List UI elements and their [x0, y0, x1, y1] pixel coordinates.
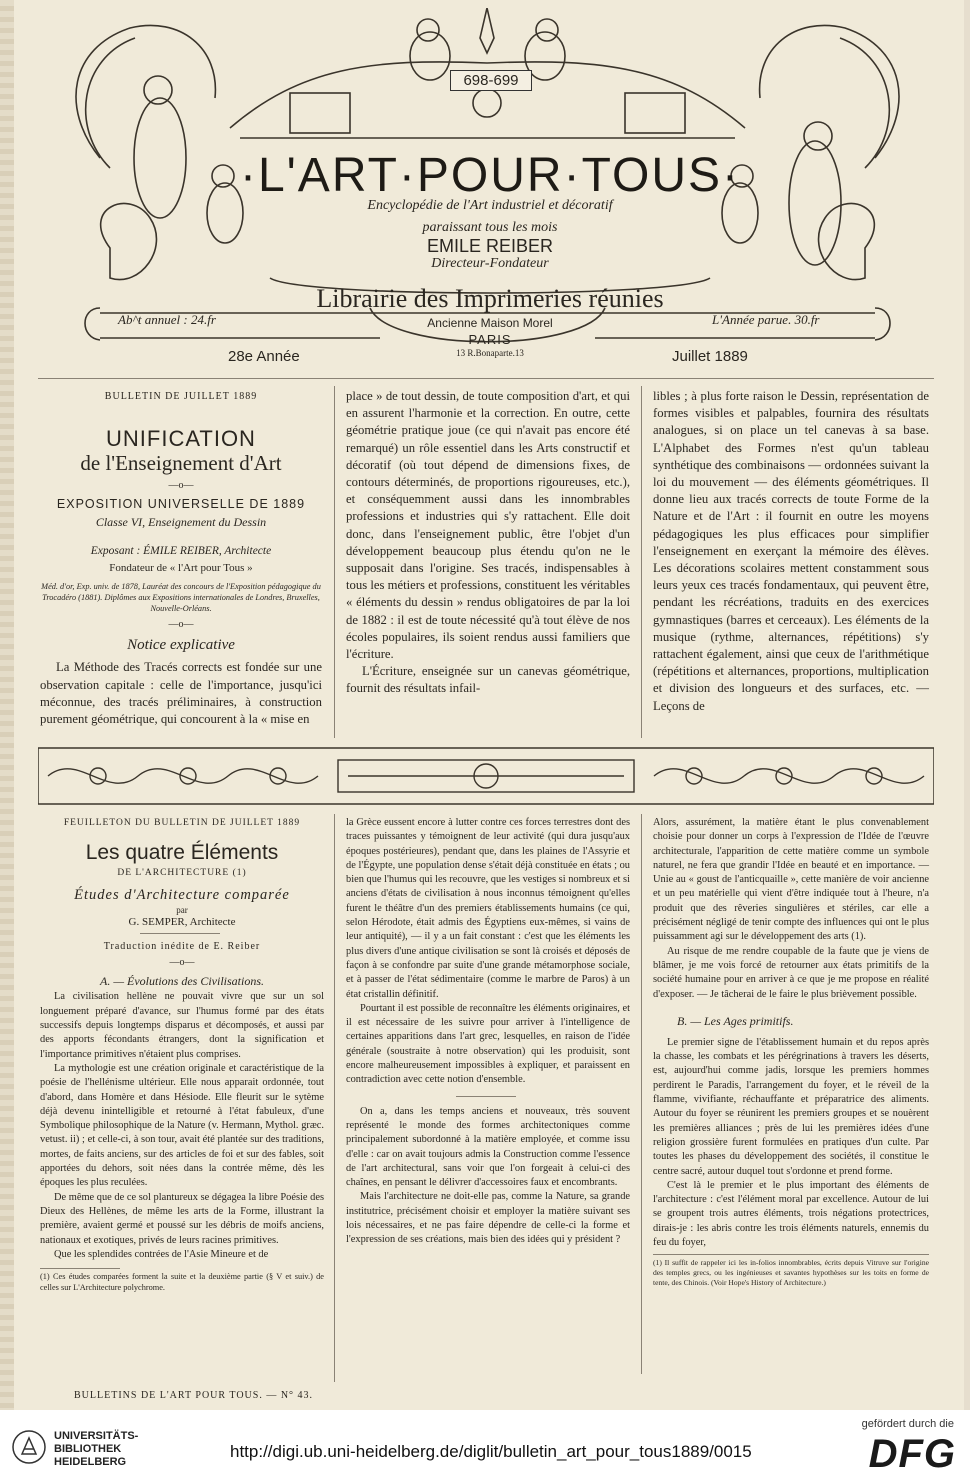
- publisher-address: 13 R.Bonaparte.13: [456, 348, 524, 358]
- section-a-heading: A. — Évolutions des Civilisations.: [100, 974, 264, 989]
- bulletin-column-2: [346, 388, 630, 698]
- permalink[interactable]: http://digi.ub.uni-heidelberg.de/diglit/bulletin_art_pour_tous1889/0015: [230, 1442, 752, 1461]
- article-paragraph: La mythologie est une création originale et caractéristique de la poésie de l'hellénisme ultérieur. Elle nous apparait ordonnée, tout d'abord, dans Homère et dans Hésiode. Elle fleurit sur le sytème déjà devenu inintelligible et retourné à l'état fabuleux, d'une Symbolique philosophique de la Nature (v. Hermann, Mythol. græc. vetust. ii) ; et celle-ci, à son tour, avait été plantée sur des traditions, mortes, de faits anciens, sur des articles de foi et sur des fables, soit apportées du dehors, soit nées dans la contrée même, dès les époques les plus reculées.: [40, 1062, 324, 1189]
- article-paragraph: Pourtant il est possible de reconnaître les éléments originaires, et il est nécessaire de les suivre pour arriver à l'intelligence de certaines apparitions dans l'art grec, lesquelles, en raison de l'idée générale (soustraite à notre observation) qui les produisit, sont encore malheureusement impossibles à expliquer, et paraissent en contradiction avec cette notion d'ensemble.: [346, 1002, 630, 1086]
- notice-paragraph: L'Écriture, enseignée sur un canevas géométrique, fournit des résultats infail-: [346, 664, 630, 696]
- bulletin-column-1: [40, 388, 322, 728]
- funding-label: gefördert durch die: [861, 1418, 954, 1430]
- medals-note: Méd. d'or, Exp. univ. de 1878, Lauréat des concours de l'Exposition pédagogique du Trocadéro (1881). Diplômes aux Expositions internationales de Londres, Bruxelles, Nouvelle-Orléans.: [41, 582, 321, 614]
- column-rule: [641, 386, 642, 738]
- page-edge-left: [0, 0, 14, 1410]
- notice-heading: Notice explicative: [127, 637, 235, 654]
- year-price: L'Année parue. 30.fr: [712, 312, 820, 327]
- notice-paragraph: La Méthode des Tracés corrects est fondée sur une observation capitale : celle de l'importance, jusqu'ici méconnue, des tracés préliminaires, à construction purement géométrique, qui concourent à la « mise en: [40, 660, 322, 727]
- notice-paragraph: libles ; à plus forte raison le Dessin, représentation de formes visibles et palpables, fournira des résultats analogues, si on place un tel canevas à sa base. L'Alphabet des Formes n'est qu'un tableau synthétique des combinaisons — ordonnées suivant la loi du mouvement — des éléments géométriques. Il donne lieu aux tracés corrects de toute Forme de la Nature et de l'Art : il fournit en outre les moyens pédagogiques les plus efficaces pour simplifier l'enseignement en exerçant la mémoire des élèves. Les décorations scolaires mettent constamment sous leurs yeux ces tracés fondamentaux, qui peuvent être, pendant les récréations, traduits en des exercices gymnastiques (barres et cerceaux). Les éléments de la musique (rythme, alternances, répétitions) s'y rattachent également, ainsi que ceux de l'arithmétique (répétitions et alternances, proportions, multiplication et division des longueurs et des surfaces, etc. — Leçons de: [653, 389, 929, 713]
- short-rule: [140, 933, 220, 934]
- dfg-logo: DFG: [868, 1432, 956, 1476]
- footnote: (1) Il suffit de rappeler ici les in-folios innombrables, écrits depuis Vitruve sur l'origine des temples grecs, ou les ingénieuses et savantes hypothèses sur les toits en forme de tente, des Chinois. (Voir Hope's History of Architecture.): [653, 1258, 929, 1287]
- publisher-city: PARIS: [468, 332, 512, 347]
- column-rule: [641, 814, 642, 1374]
- bulletin-number: BULLETINS DE L'ART POUR TOUS. — N° 43.: [74, 1390, 314, 1401]
- feuilleton-column-3: [653, 816, 929, 1287]
- article-paragraph: Que les splendides contrées de l'Asie Mineure et de: [54, 1248, 269, 1260]
- exhibitor: Exposant : ÉMILE REIBER, Architecte: [90, 544, 272, 557]
- column-rule: [334, 814, 335, 1382]
- translation-credit: Traduction inédite de E. Reiber: [103, 940, 261, 952]
- exposition-class: Classe VI, Enseignement du Dessin: [95, 514, 267, 529]
- article-paragraph: La civilisation hellène ne pouvait vivre que sur un sol longuement préparé d'avance, sur l'humus formé par des états successifs depuis longtemps disparus et décomposés, et aussi par des apports fécondants étrangers, dont la signification et l'importance primitives n'étaient plus comprises.: [40, 991, 324, 1060]
- article-paragraph: Le premier signe de l'établissement humain et du repos après la chasse, les combats et les pérégrinations à travers les déserts, est, aujourd'hui comme jadis, lorsque les premiers hommes perdirent le Paradis, l'arrangement du foyer, et le réveil de la flamme, vivifiante, réchauffante et préparatrice des aliments. Autour du foyer se réunirent les premiers groupes et se nouèrent les premières alliances ; près de lui les premières idées d'une religion grossière furent formulées en pratiques d'un culte. Par toutes les phases du développement des sociétés, il constitue le centre sacré, autour duquel tout s'ordonne et prend forme.: [653, 1036, 929, 1177]
- exposition-title: EXPOSITION UNIVERSELLE DE 1889: [56, 497, 306, 512]
- feuilleton-column-1: [40, 816, 324, 1293]
- etudes-title: Études d'Architecture comparée: [74, 886, 290, 903]
- university-name: UNIVERSITÄTS- BIBLIOTHEK HEIDELBERG: [54, 1430, 139, 1468]
- journal-title: ·L'ART·POUR·TOUS·: [239, 149, 741, 202]
- article-paragraph: C'est là le premier et le plus important des éléments de l'architecture : c'est l'élément moral par excellence. Autour de lui se groupent trois autres éléments, trois négations protectrices, dirais-je : les abris contre les trois éléments naturels, ennemis du feu du foyer,: [653, 1179, 929, 1249]
- university-seal-icon: [12, 1430, 46, 1464]
- publication-frequency: paraissant tous les mois: [422, 220, 558, 235]
- par: par: [176, 904, 188, 915]
- bulletin-column-3: [653, 388, 929, 715]
- exhibitor-role: Fondateur de « l'Art pour Tous »: [109, 562, 253, 575]
- issue-date: Juillet 1889: [672, 348, 748, 365]
- founder-name: EMILE REIBER: [426, 236, 554, 256]
- article-paragraph: On a, dans les temps anciens et nouveaux, très souvent représenté le monde des formes architectoniques comme principalement subordonné à la matière employée, et comme issu d'elle : car on avait toujours admis la Construction comme l'essence de l'art architectural, sans voir que l'on forgeait à celui-ci des chaînes, en pensant le délivrer d'accessoires faux et encombrants.: [346, 1105, 630, 1189]
- ornament-divider: —o—: [169, 957, 195, 969]
- feuilleton-subtitle: DE L'ARCHITECTURE (1): [117, 868, 247, 879]
- bulletin-title-2: de l'Enseignement d'Art: [80, 451, 282, 476]
- article-paragraph: la Grèce eussent encore à lutter contre ces forces terrestres dont des traces puissantes y témoignent de leur activité (qui dura jusqu'aux époques postérieures), pendant que, dans les plaines de l'Assyrie et de l'Égypte, une population dense s'était déjà constituée en états ; ou bien que l'humus qui les recouvre, que les vestiges si nombreux et si anciens d'états de civilisation à nous inconnus témoignent qu'elles furent le théâtre d'un des premiers établissements humains (ce qui, selon Hérodote, était admis des Égyptiens eux-mêmes, si vains de leur antiquité), — il y a un fait constant : c'est que les éléments les plus divers d'une antique civilisation se sont là croisés et déposés de façon à se confondre par suite d'une grande métamorphose sociale, et à passer de l'état sédimentaire (comme le marbre de Paros) à un état cristallin définitif.: [346, 817, 630, 1000]
- bulletin-title: UNIFICATION: [106, 426, 256, 452]
- rule-top: [38, 378, 934, 379]
- feuilleton-title: Les quatre Éléments: [85, 841, 279, 865]
- ornament-divider: —o—: [168, 619, 194, 631]
- ornamental-frieze: [38, 746, 934, 806]
- publisher-name: Librairie des Imprimeries réunies: [316, 284, 664, 313]
- page-edge-right: [964, 0, 970, 1410]
- footnote-rule: [653, 1254, 929, 1255]
- issue-number: 698-699: [450, 70, 532, 91]
- short-rule: [456, 1096, 516, 1097]
- column-rule: [334, 386, 335, 738]
- article-paragraph: De même que de ce sol plantureux se dégagea la libre Poésie des Dieux des Hellènes, de même les arts de la Forme, illustrant la première, avaient germé et poussé sur les débris de moifs anciens, nationaux et exotiques, privés de leurs racines primitives.: [40, 1191, 324, 1246]
- author: G. SEMPER, Architecte: [128, 915, 236, 928]
- subscription-price: Ab^t annuel : 24.fr: [118, 312, 216, 327]
- footnote: (1) Ces études comparées forment la suite et la deuxième partie (§ V et suiv.) de celles sur L'Architecture polychrome.: [40, 1272, 324, 1292]
- feuilleton-heading: FEUILLETON DU BULLETIN DE JUILLET 1889: [63, 818, 301, 828]
- article-paragraph: Alors, assurément, la matière étant le plus convenablement choisie pour donner un corps à l'expression de l'Idée de l'œuvre architecturale, l'apparition de cette matière comme un symbole naturel, ne fera que grandir l'Idée en beauté et en importance. — Unie au « goust de l'anticquaille », cette manière de voir ancienne et un peu matérielle qui vient d'être indiquée tout à l'heure, n'a produit que des rêveries singulières et stériles, car elle a précisément négligé de tenir compte des influences qui ont le plus puissamment agi sur le développement des arts (1).: [653, 817, 929, 943]
- bulletin-heading: BULLETIN DE JUILLET 1889: [104, 391, 258, 402]
- section-b-heading: B. — Les Ages primitifs.: [677, 1013, 794, 1028]
- feuilleton-column-2: [346, 816, 630, 1248]
- masthead: [40, 8, 935, 358]
- publisher-former-name: Ancienne Maison Morel: [427, 316, 553, 330]
- article-paragraph: Au risque de me rendre coupable de la faute que je viens de blâmer, je me vois forcé de retourner aux états primitifs de la société humaine pour en arriver à ce que je me propose en réalité d'exposer. — Je tâcherai de le faire le plus brièvement possible.: [653, 945, 929, 1000]
- founder-role: Directeur-Fondateur: [431, 256, 549, 271]
- notice-paragraph: place » de tout dessin, de toute composition d'art, et qui en assurent l'harmonie et la correction. En outre, cette géométrie pratique joue (ce qui n'avait pas encore été remarqué) un rôle essentiel dans les Arts constructif et décoratif (où tout dépend de dimensions fixes, de contours déterminés, de proportions rigoureuses, etc.), et conséquemment aussi dans les innombrables professions et industries qui s'y rattachent. Elle doit donc, dans l'enseignement public, être l'objet d'un développement beaucoup plus étendu qu'on ne le supposait dans l'origine. Ses tracés, indispensables à tous les métiers et professions, constituent les véritables « éléments du dessin » rendus obligatoires de par la loi de 1882 : il est de toute nécessité qu'à tout élève de nos écoles populaires, ils soient rendus aussi familiers que l'écriture.: [346, 389, 631, 662]
- journal-subtitle: Encyclopédie de l'Art industriel et décoratif: [367, 198, 613, 213]
- article-paragraph: Mais l'architecture ne doit-elle pas, comme la Nature, sa grande institutrice, précisément choisir et employer la matière suivant ses lois nécessaires, et ne pas faire dépendre de celle-ci la forme et l'expression de ses créations, mais bien des idées qui y président ?: [346, 1191, 630, 1246]
- footnote-rule: [40, 1268, 120, 1269]
- ornament-divider: —o—: [168, 480, 194, 492]
- volume-year: 28e Année: [228, 348, 300, 365]
- viewer-footer: [0, 1410, 970, 1484]
